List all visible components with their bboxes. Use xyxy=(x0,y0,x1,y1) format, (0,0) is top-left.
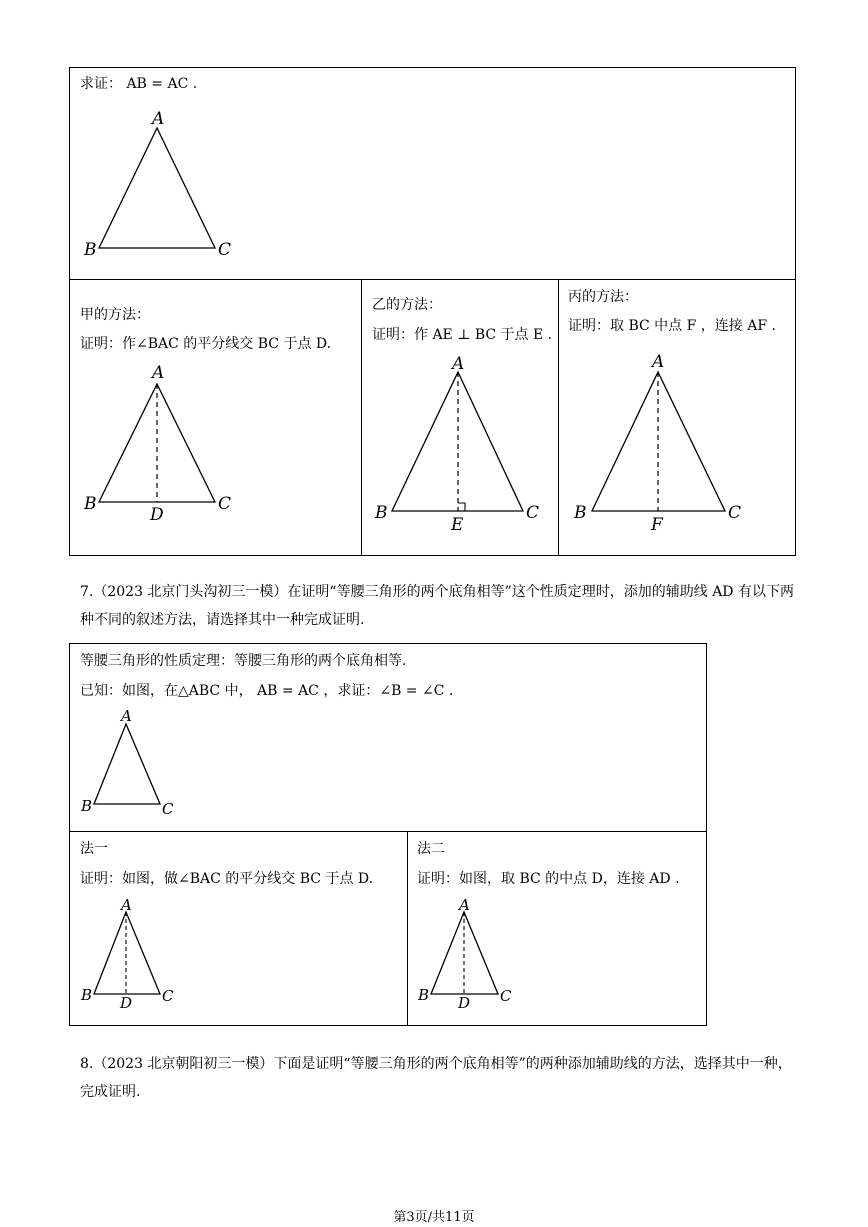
label-a: A xyxy=(121,896,132,914)
method-a-title: 甲的方法： xyxy=(80,307,150,323)
method-b-proof: 证明：作 AE ⊥ BC 于点 E . xyxy=(372,327,553,343)
label-d: D xyxy=(120,994,133,1012)
question-7-text: 7.（2023 北京门头沟初三一模）在证明“等腰三角形的两个底角相等”这个性质定理时，添加的辅助线 AD 有以下两种不同的叙述方法，请选择其中一种完成证明. xyxy=(80,584,794,628)
label-a: A xyxy=(152,363,165,383)
q7-theorem: 等腰三角形的性质定理：等腰三角形的两个底角相等. xyxy=(80,653,407,669)
label-a: A xyxy=(652,352,665,372)
q7-method1-title: 法一 xyxy=(80,841,108,857)
label-e: E xyxy=(451,515,464,535)
label-b: B xyxy=(574,503,587,523)
label-c: C xyxy=(728,503,742,523)
label-c: C xyxy=(218,494,232,514)
label-a: A xyxy=(459,896,470,914)
method-c-title: 丙的方法： xyxy=(568,289,638,305)
label-d: D xyxy=(458,994,471,1012)
method-a-proof: 证明：作∠BAC 的平分线交 BC 于点 D. xyxy=(80,336,332,352)
q7-method2-title: 法二 xyxy=(417,841,445,857)
label-b: B xyxy=(84,240,97,260)
label-a: A xyxy=(452,354,465,374)
prove-statement: 求证： AB = AC . xyxy=(80,76,198,92)
label-a: A xyxy=(152,109,165,129)
method-b-title: 乙的方法： xyxy=(372,297,442,313)
label-c: C xyxy=(526,503,540,523)
label-c: C xyxy=(218,240,232,260)
page-number: 第3页/共11页 xyxy=(393,1210,475,1225)
question-8-text: 8.（2023 北京朝阳初三一模）下面是证明“等腰三角形的两个底角相等”的两种添加辅助线的方法，选择其中一种，完成证明. xyxy=(80,1056,792,1100)
label-b: B xyxy=(84,494,97,514)
method-c-proof: 证明：取 BC 中点 F ，连接 AF . xyxy=(568,318,776,334)
label-d: D xyxy=(150,505,164,525)
q7-given: 已知：如图，在△ABC 中， AB = AC ，求证：∠B = ∠C . xyxy=(80,683,454,699)
label-f: F xyxy=(651,515,663,535)
label-a: A xyxy=(121,707,132,725)
label-c: C xyxy=(500,987,512,1005)
q7-method1-proof: 证明：如图，做∠BAC 的平分线交 BC 于点 D. xyxy=(80,871,374,887)
label-b: B xyxy=(81,986,93,1004)
label-b: B xyxy=(81,797,93,815)
label-c: C xyxy=(162,800,174,818)
label-c: C xyxy=(162,987,174,1005)
q7-method2-proof: 证明：如图，取 BC 的中点 D，连接 AD . xyxy=(417,871,680,887)
label-b: B xyxy=(418,986,430,1004)
label-b: B xyxy=(375,503,388,523)
